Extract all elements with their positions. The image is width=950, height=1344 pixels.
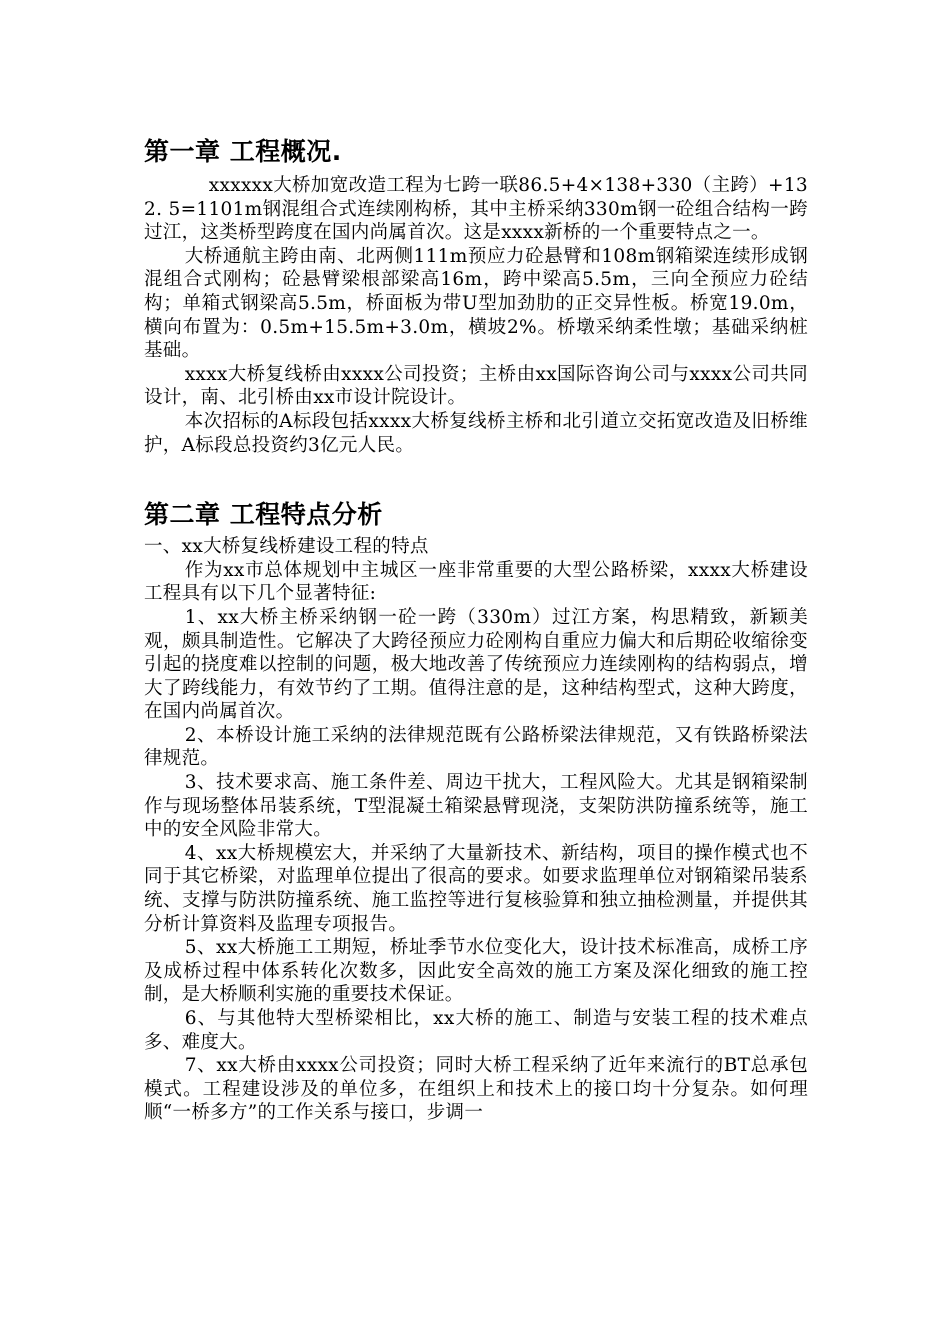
- feature-item-2: 2、本桥设计施工采纳的法律规范既有公路桥梁法律规范，又有铁路桥梁法律规范。: [144, 724, 808, 770]
- feature-item-4: 4、xx大桥规模宏大，并采纳了大量新技术、新结构，项目的操作模式也不同于其它桥梁，对监理单位提出了很高的要求。如要求监理单位对钢箱梁吊装系统、支撑与防洪防撞系统、施工监控等进行复核验算和独立抽检测量，并提供其分析计算资料及监理专项报告。: [144, 842, 808, 935]
- chapter-1-title: 第一章 工程概况.: [144, 137, 342, 166]
- chapter-1-paragraph-2: 大桥通航主跨由南、北两侧111m预应力砼悬臂和108m钢箱梁连续形成钢混组合式刚构；砼悬臂梁根部梁高16m，跨中梁高5.5m，三向全预应力砼结构；单箱式钢梁高5.5m，桥面板为带U型加劲肋的正交异性板。桥宽19.0m，横向布置为：0.5m+15.5m+3.0m，横坡2%。桥墩采纳柔性墩；基础采纳桩基础。: [144, 245, 808, 362]
- chapter-2-title: 第二章 工程特点分析: [144, 500, 383, 530]
- chapter-1-paragraph-1: xxxxxx大桥加宽改造工程为七跨一联86.5+4×138+330（主跨）+132. 5=1101m钢混组合式连续刚构桥，其中主桥采纳330m钢一砼组合结构一跨过江，这类桥型跨度在国内尚属首次。这是xxxx新桥的一个重要特点之一。: [144, 175, 808, 244]
- document-page: [144, 128, 808, 1125]
- chapter-1-paragraph-4: 本次招标的A标段包括xxxx大桥复线桥主桥和北引道立交拓宽改造及旧桥维护，A标段总投资约3亿元人民。: [144, 410, 808, 456]
- feature-item-6: 6、与其他特大型桥梁相比，xx大桥的施工、制造与安装工程的技术难点多、难度大。: [144, 1008, 808, 1053]
- section-heading: 一、xx大桥复线桥建设工程的特点: [144, 536, 429, 558]
- feature-item-3: 3、技术要求高、施工条件差、周边干扰大，工程风险大。尤其是钢箱梁制作与现场整体吊装系统，T型混凝土箱梁悬臂现浇，支架防洪防撞系统等，施工中的安全风险非常大。: [144, 772, 808, 841]
- chapter-2-intro: 作为xx市总体规划中主城区一座非常重要的大型公路桥梁，xxxx大桥建设工程具有以下几个显著特征:: [144, 559, 808, 605]
- chapter-1-paragraph-3: xxxx大桥复线桥由xxxx公司投资；主桥由xx国际咨询公司与xxxx公司共同设计，南、北引桥由xx市设计院设计。: [144, 363, 808, 409]
- feature-item-5: 5、xx大桥施工工期短，桥址季节水位变化大，设计技术标准高，成桥工序及成桥过程中体系转化次数多，因此安全高效的施工方案及深化细致的施工控制，是大桥顺利实施的重要技术保证。: [144, 937, 808, 1006]
- feature-item-7: 7、xx大桥由xxxx公司投资；同时大桥工程采纳了近年来流行的BT总承包模式。工程建设涉及的单位多，在组织上和技术上的接口均十分复杂。如何理顺“一桥多方”的工作关系与接口，步调一: [144, 1055, 808, 1124]
- feature-item-1: 1、xx大桥主桥采纳钢一砼一跨（330m）过江方案，构思精致，新颖美观，颇具制造性。它解决了大跨径预应力砼刚构自重应力偏大和后期砼收缩徐变引起的挠度难以控制的问题，极大地改善了传统预应力连续刚构的结构弱点，增大了跨线能力，有效节约了工期。值得注意的是，这种结构型式，这种大跨度，在国内尚属首次。: [144, 606, 808, 723]
